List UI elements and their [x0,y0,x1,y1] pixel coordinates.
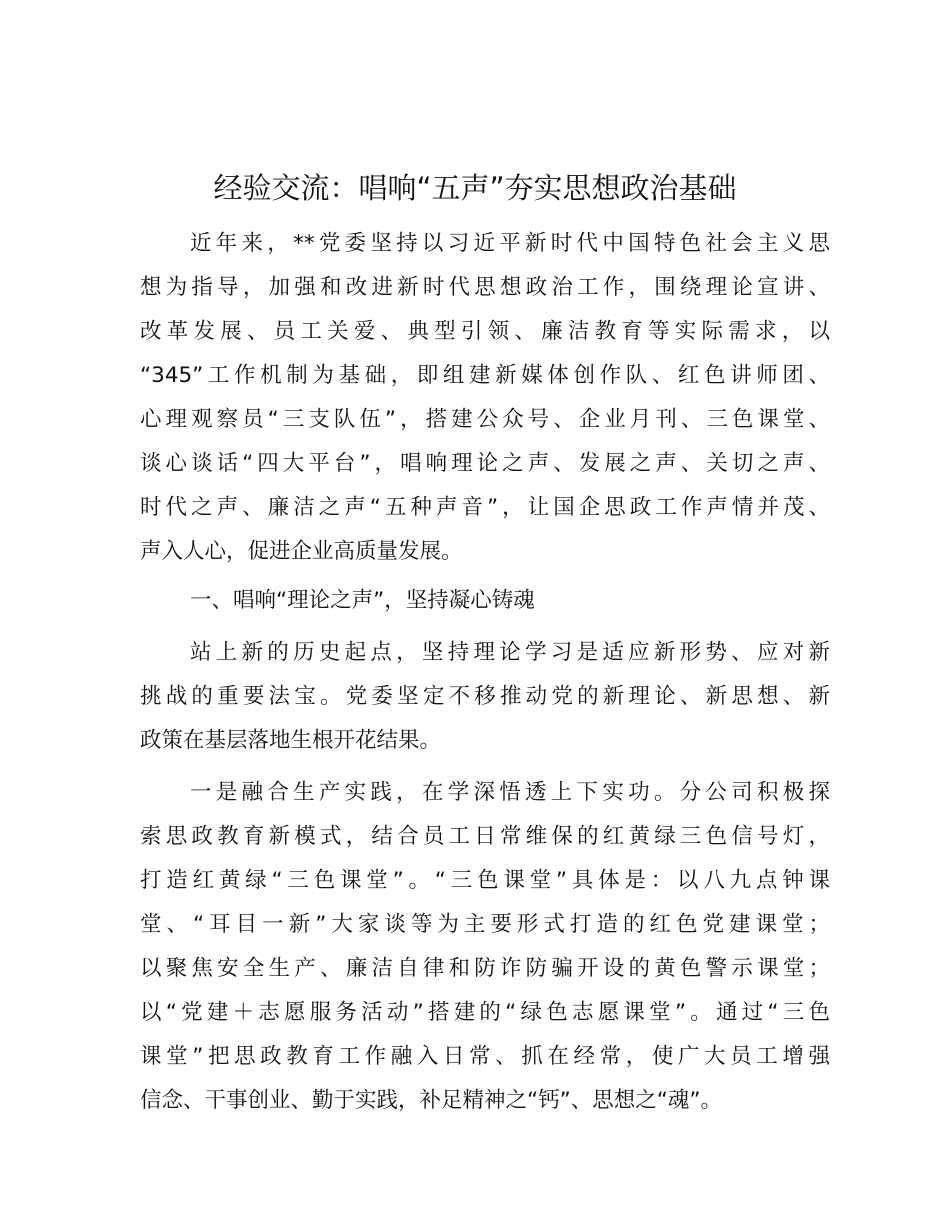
section-heading-1 [140,579,830,623]
paragraph-line: 谈心谈话“四大平台”，唱响理论之声、发展之声、关切之声、 [140,451,830,476]
section-heading: 一、唱响“理论之声”，坚持凝心铸魂 [190,588,535,613]
paragraph-line: 改革发展、员工关爱、典型引领、廉洁教育等实际需求，以 [140,319,830,344]
paragraph-practice [140,771,830,1123]
paragraph-line: 课堂”把思政教育工作融入日常、抓在经常，使广大员工增强 [140,1044,830,1069]
paragraph-line: 一是融合生产实践，在学深悟透上下实功。分公司积极探 [190,780,830,805]
paragraph-line: 站上新的历史起点，坚持理论学习是适应新形势、应对新 [190,640,830,665]
paragraph-theory [140,631,830,763]
paragraph-line: 政策在基层落地生根开花结果。 [140,728,442,753]
paragraph-line: 时代之声、廉洁之声“五种声音”，让国企思政工作声情并茂、 [140,495,830,520]
paragraph-line: 以聚焦安全生产、廉洁自律和防诈防骗开设的黄色警示课堂； [140,956,830,981]
paragraph-line: 信念、干事创业、勤于实践，补足精神之“钙”、思想之“魂”。 [140,1088,723,1113]
paragraph-line: 想为指导，加强和改进新时代思想政治工作，围绕理论宣讲、 [140,275,830,300]
paragraph-line: 挑战的重要法宝。党委坚定不移推动党的新理论、新思想、新 [140,684,830,709]
paragraph-line: 心理观察员“三支队伍”，搭建公众号、企业月刊、三色课堂、 [140,407,830,432]
paragraph-line: 近年来，**党委坚持以习近平新时代中国特色社会主义思 [190,231,830,256]
paragraph-line: 声入人心，促进企业高质量发展。 [140,539,463,564]
paragraph-intro [140,222,830,574]
paragraph-line: 打造红黄绿“三色课堂”。“三色课堂”具体是：以八九点钟课 [140,868,830,893]
page-title: 经验交流：唱响“五声”夯实思想政治基础 [213,171,737,205]
paragraph-line: “345”工作机制为基础，即组建新媒体创作队、红色讲师团、 [140,363,830,388]
paragraph-line: 堂、“耳目一新”大家谈等为主要形式打造的红色党建课堂； [140,912,830,937]
paragraph-line: 以“党建＋志愿服务活动”搭建的“绿色志愿课堂”。通过“三色 [140,1000,830,1025]
paragraph-line: 索思政教育新模式，结合员工日常维保的红黄绿三色信号灯， [140,824,830,849]
